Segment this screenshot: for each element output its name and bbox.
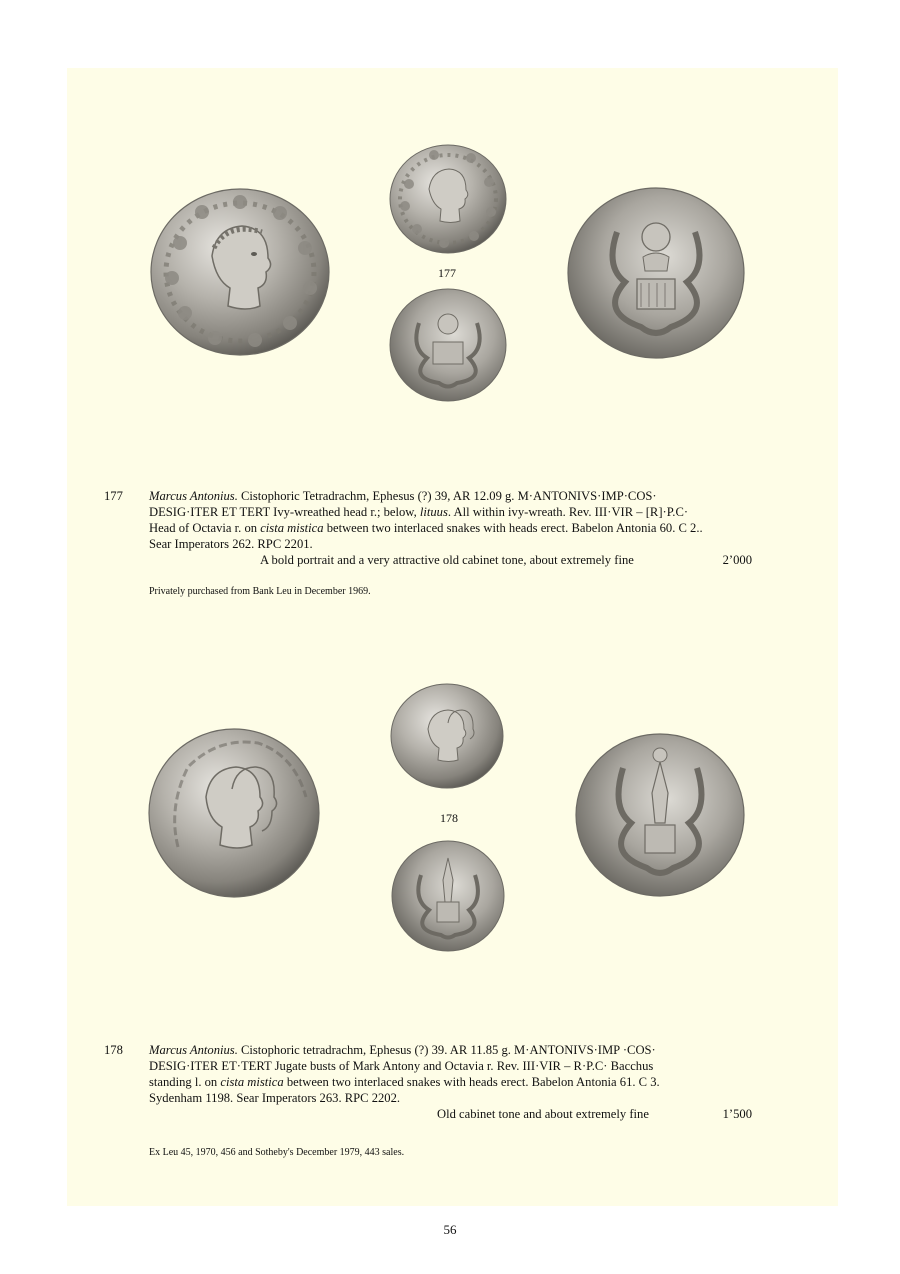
lot-177-provenance: Privately purchased from Bank Leu in December 1969. xyxy=(149,586,371,597)
lot-line-2-end: . All within ivy-wreath. Rev. III·VIR – [R]·P.C· xyxy=(447,505,689,519)
lot-price: 2’000 xyxy=(722,553,752,567)
lot-177-reverse-coin-small xyxy=(389,288,507,402)
lot-line-3-italic: cista mistica xyxy=(220,1075,284,1089)
lot-178-obverse-coin-small xyxy=(390,683,504,790)
lot-line-2: DESIG·ITER ET TERT Ivy-wreathed head r.; below, xyxy=(149,505,420,519)
lot-line-4: Sydenham 1198. Sear Imperators 263. RPC 2202. xyxy=(149,1091,401,1105)
lot-number: 178 xyxy=(104,1043,123,1057)
lot-177-entry xyxy=(104,488,752,568)
lot-177-obverse-coin xyxy=(150,188,330,356)
lot-line-1: Cistophoric Tetradrachm, Ephesus (?) 39, AR 12.09 g. M·ANTONIVS·IMP·COS· xyxy=(237,489,657,503)
lot-line-1: Cistophoric tetradrachm, Ephesus (?) 39. AR 11.85 g. M·ANTONIVS·IMP ·COS· xyxy=(237,1043,656,1057)
lot-178-reverse-coin xyxy=(575,733,745,897)
page-number: 56 xyxy=(443,1222,457,1237)
lot-line-4: Sear Imperators 262. RPC 2201. xyxy=(149,537,313,551)
lot-177-obverse-coin-small xyxy=(389,144,507,254)
lot-178-entry xyxy=(104,1042,752,1122)
lot-178-plate-label: 178 xyxy=(440,811,458,825)
lot-line-3: standing l. on xyxy=(149,1075,221,1089)
lot-line-3-end: between two interlaced snakes with heads erect. Babelon Antonia 61. C 3. xyxy=(283,1075,660,1089)
lot-author: Marcus Antonius. xyxy=(149,1043,238,1057)
lot-178-reverse-coin-small xyxy=(391,840,505,952)
lot-number: 177 xyxy=(104,489,123,503)
lot-comment: A bold portrait and a very attractive old cabinet tone, about extremely fine xyxy=(260,553,634,567)
lot-comment: Old cabinet tone and about extremely fine xyxy=(437,1107,649,1121)
lot-line-2-italic: lituus xyxy=(419,505,448,519)
lot-178-provenance: Ex Leu 45, 1970, 456 and Sotheby's December 1979, 443 sales. xyxy=(149,1147,405,1158)
lot-author: Marcus Antonius. xyxy=(149,489,238,503)
lot-line-2: DESIG·ITER ET·TERT Jugate busts of Mark Antony and Octavia r. Rev. III·VIR – R·P.C· Bacchus xyxy=(149,1059,654,1073)
lot-177-reverse-coin xyxy=(567,187,745,359)
lot-line-3: Head of Octavia r. on xyxy=(149,521,261,535)
lot-line-3-italic: cista mistica xyxy=(260,521,324,535)
lot-178-obverse-coin xyxy=(148,727,320,899)
lot-line-3-end: between two interlaced snakes with heads erect. Babelon Antonia 60. C 2.. xyxy=(323,521,703,535)
lot-price: 1’500 xyxy=(722,1107,752,1121)
lot-177-plate-label: 177 xyxy=(438,266,456,280)
